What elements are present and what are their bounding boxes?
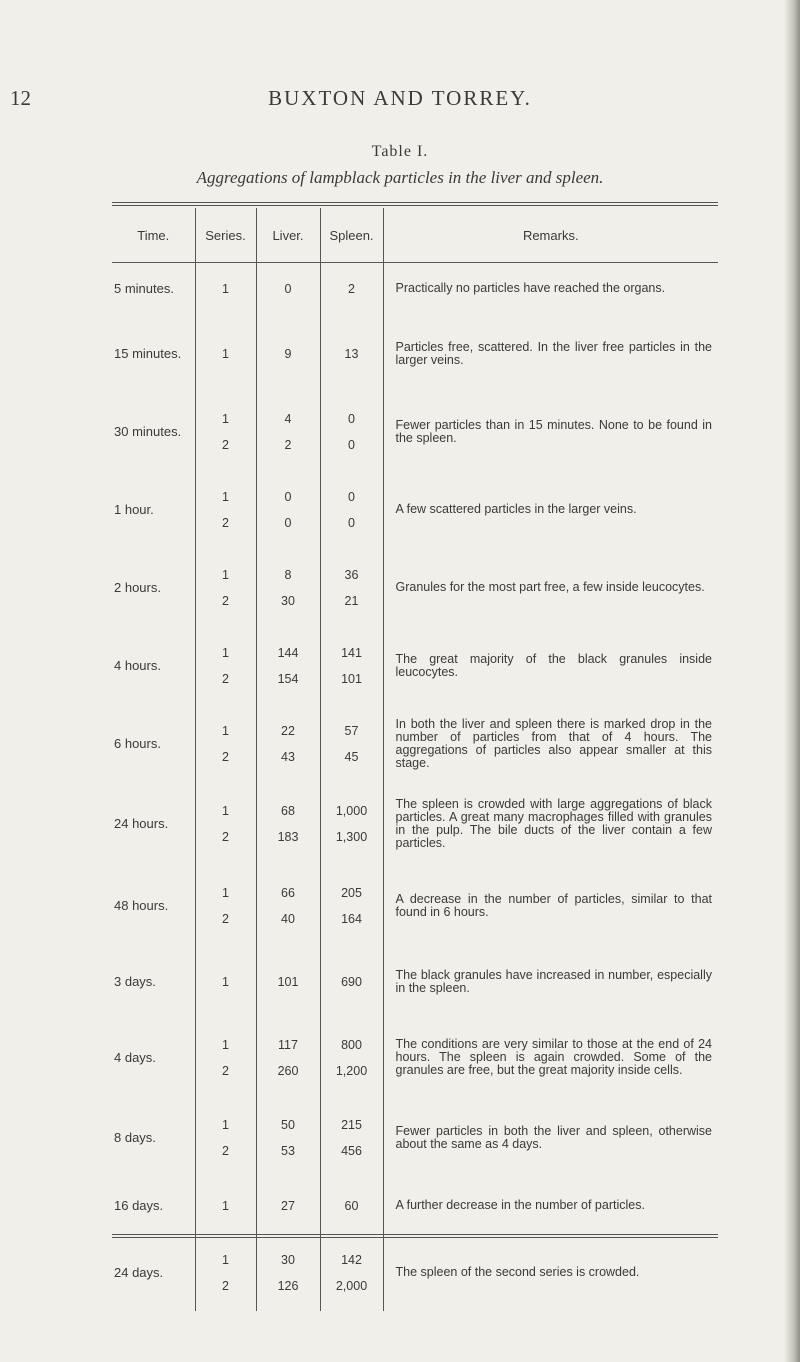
series-value: 1 bbox=[222, 281, 229, 296]
remarks-cell: The spleen is crowded with large aggregations of black particles. A great many macrophages filled with granules in the pulp. The bile ducts of the liver contain a few particles. bbox=[383, 783, 718, 865]
series-value: 2 bbox=[222, 749, 229, 764]
spleen-cell bbox=[320, 549, 383, 627]
liver-value: 68 bbox=[281, 803, 295, 818]
table-row bbox=[112, 315, 718, 393]
spleen-cell bbox=[320, 1017, 383, 1099]
series-value: 1 bbox=[222, 1037, 229, 1052]
liver-value: 0 bbox=[284, 515, 292, 530]
col-header-remarks: Remarks. bbox=[383, 208, 718, 263]
running-head: BUXTON AND TORREY. bbox=[268, 86, 532, 110]
spleen-value: 0 bbox=[348, 515, 355, 530]
spleen-value: 456 bbox=[341, 1143, 362, 1158]
liver-value: 260 bbox=[277, 1063, 299, 1078]
spleen-value: 0 bbox=[348, 489, 355, 504]
time-cell: 4 days. bbox=[114, 1050, 156, 1065]
spleen-cell bbox=[320, 315, 383, 393]
table-row bbox=[112, 1235, 718, 1311]
time-cell: 16 days. bbox=[114, 1198, 164, 1213]
liver-value: 8 bbox=[284, 567, 292, 582]
table-caption: Aggregations of lampblack particles in the liver and spleen. bbox=[196, 168, 604, 187]
liver-cell bbox=[256, 1177, 320, 1235]
liver-cell bbox=[256, 865, 320, 947]
table-row bbox=[112, 1017, 718, 1099]
spleen-value: 45 bbox=[344, 749, 359, 764]
series-value: 1 bbox=[222, 885, 229, 900]
liver-value: 9 bbox=[284, 346, 292, 361]
spleen-cell bbox=[320, 783, 383, 865]
liver-value: 27 bbox=[281, 1198, 295, 1213]
liver-value: 154 bbox=[277, 671, 299, 686]
spleen-cell bbox=[320, 471, 383, 549]
remarks-cell: The spleen of the second series is crowded. bbox=[383, 1235, 718, 1311]
top-rule-double bbox=[112, 205, 718, 206]
liver-value: 53 bbox=[281, 1143, 295, 1158]
header-row bbox=[112, 208, 718, 263]
spleen-value: 60 bbox=[344, 1198, 359, 1213]
col-header-liver: Liver. bbox=[256, 208, 320, 263]
time-cell: 6 hours. bbox=[114, 736, 161, 751]
spleen-cell bbox=[320, 627, 383, 705]
liver-cell bbox=[256, 393, 320, 471]
remarks-cell: The black granules have increased in number, especially in the spleen. bbox=[383, 947, 718, 1017]
spleen-cell bbox=[320, 393, 383, 471]
liver-value: 117 bbox=[278, 1037, 298, 1052]
time-cell: 8 days. bbox=[114, 1130, 156, 1145]
remarks-cell: The great majority of the black granules inside leucocytes. bbox=[383, 627, 718, 705]
spleen-value: 800 bbox=[341, 1037, 362, 1052]
remarks-cell: In both the liver and spleen there is marked drop in the number of particles from that of 4 hours. The aggregations of particles also appear smaller at this stage. bbox=[383, 705, 718, 783]
time-cell: 24 hours. bbox=[114, 816, 169, 831]
remarks-cell: A decrease in the number of particles, similar to that found in 6 hours. bbox=[383, 865, 718, 947]
series-value: 2 bbox=[222, 1143, 229, 1158]
spleen-value: 2 bbox=[348, 281, 355, 296]
col-header-series: Series. bbox=[195, 208, 256, 263]
series-value: 1 bbox=[222, 974, 229, 989]
table-row bbox=[112, 627, 718, 705]
series-value: 1 bbox=[222, 1117, 229, 1132]
spleen-value: 2,000 bbox=[335, 1278, 368, 1293]
table-row bbox=[112, 947, 718, 1017]
series-cell bbox=[195, 1099, 256, 1177]
liver-value: 0 bbox=[284, 281, 292, 296]
spleen-value: 141 bbox=[341, 645, 362, 660]
series-cell bbox=[195, 549, 256, 627]
remarks-cell: Granules for the most part free, a few inside leucocytes. bbox=[383, 549, 718, 627]
liver-value: 30 bbox=[281, 1252, 295, 1267]
remarks-cell: The conditions are very similar to those at the end of 24 hours. The spleen is again crowded. Some of the granules are free, but the great majority inside cells. bbox=[383, 1017, 718, 1099]
spleen-value: 142 bbox=[341, 1252, 362, 1267]
spleen-value: 0 bbox=[348, 437, 355, 452]
spleen-value: 164 bbox=[341, 911, 362, 926]
col-header-spleen: Spleen. bbox=[320, 208, 383, 263]
spleen-value: 57 bbox=[344, 723, 359, 738]
remarks-cell: Fewer particles than in 15 minutes. None to be found in the spleen. bbox=[383, 393, 718, 471]
liver-value: 0 bbox=[284, 489, 292, 504]
spleen-value: 1,300 bbox=[335, 829, 368, 844]
liver-value: 4 bbox=[284, 411, 292, 426]
series-cell bbox=[195, 315, 256, 393]
bottom-rule bbox=[112, 1234, 718, 1235]
liver-cell bbox=[256, 1099, 320, 1177]
series-value: 2 bbox=[222, 829, 229, 844]
table-row bbox=[112, 549, 718, 627]
series-value: 2 bbox=[222, 593, 229, 608]
series-value: 2 bbox=[222, 911, 229, 926]
spleen-value: 0 bbox=[348, 411, 355, 426]
page-edge-shadow bbox=[784, 0, 800, 1362]
series-cell bbox=[195, 865, 256, 947]
liver-value: 101 bbox=[277, 974, 299, 989]
series-cell bbox=[195, 947, 256, 1017]
liver-cell bbox=[256, 549, 320, 627]
time-cell: 4 hours. bbox=[114, 658, 161, 673]
spleen-value: 1,200 bbox=[335, 1063, 368, 1078]
spleen-value: 21 bbox=[344, 593, 359, 608]
liver-value: 144 bbox=[277, 645, 299, 660]
series-cell bbox=[195, 783, 256, 865]
series-cell bbox=[195, 1017, 256, 1099]
series-cell bbox=[195, 471, 256, 549]
spleen-value: 690 bbox=[341, 974, 362, 989]
liver-value: 40 bbox=[281, 911, 295, 926]
liver-cell bbox=[256, 1017, 320, 1099]
spleen-cell bbox=[320, 1235, 383, 1311]
table-row bbox=[112, 1099, 718, 1177]
series-value: 1 bbox=[222, 411, 229, 426]
series-cell bbox=[195, 627, 256, 705]
table-row bbox=[112, 471, 718, 549]
time-cell: 1 hour. bbox=[114, 502, 154, 517]
series-value: 2 bbox=[222, 437, 229, 452]
series-value: 1 bbox=[222, 489, 229, 504]
time-cell: 48 hours. bbox=[114, 898, 169, 913]
series-value: 2 bbox=[222, 671, 229, 686]
remarks-cell: Fewer particles in both the liver and spleen, otherwise about the same as 4 days. bbox=[383, 1099, 718, 1177]
liver-cell bbox=[256, 471, 320, 549]
liver-value: 43 bbox=[281, 749, 295, 764]
series-value: 1 bbox=[222, 723, 229, 738]
liver-value: 22 bbox=[281, 723, 295, 738]
series-cell bbox=[195, 1177, 256, 1235]
liver-cell bbox=[256, 1235, 320, 1311]
table-row bbox=[112, 705, 718, 783]
series-value: 1 bbox=[222, 1252, 229, 1267]
table-row bbox=[112, 263, 718, 315]
series-cell bbox=[195, 705, 256, 783]
liver-value: 126 bbox=[277, 1278, 299, 1293]
remarks-cell: A few scattered particles in the larger veins. bbox=[383, 471, 718, 549]
liver-value: 30 bbox=[281, 593, 295, 608]
liver-value: 183 bbox=[277, 829, 299, 844]
data-table bbox=[112, 208, 718, 1311]
table-row bbox=[112, 783, 718, 865]
spleen-value: 1,000 bbox=[335, 803, 368, 818]
top-rule bbox=[112, 202, 718, 203]
table-label: Table I. bbox=[371, 143, 429, 160]
series-value: 1 bbox=[222, 645, 229, 660]
col-header-time: Time. bbox=[112, 208, 195, 263]
time-cell: 2 hours. bbox=[114, 580, 161, 595]
time-cell: 24 days. bbox=[114, 1265, 164, 1280]
liver-cell bbox=[256, 263, 320, 315]
remarks-cell: Particles free, scattered. In the liver free particles in the larger veins. bbox=[383, 315, 718, 393]
page-number: 12 bbox=[10, 86, 31, 110]
spleen-cell bbox=[320, 865, 383, 947]
liver-value: 50 bbox=[281, 1117, 295, 1132]
spleen-cell bbox=[320, 263, 383, 315]
spleen-value: 215 bbox=[341, 1117, 362, 1132]
series-value: 1 bbox=[222, 567, 229, 582]
liver-cell bbox=[256, 705, 320, 783]
liver-value: 66 bbox=[281, 885, 295, 900]
spleen-value: 13 bbox=[344, 346, 359, 361]
spleen-cell bbox=[320, 705, 383, 783]
liver-cell bbox=[256, 315, 320, 393]
series-value: 1 bbox=[222, 1198, 229, 1213]
table-row bbox=[112, 1177, 718, 1235]
time-cell: 15 minutes. bbox=[114, 346, 182, 361]
series-value: 1 bbox=[222, 803, 229, 818]
liver-cell bbox=[256, 947, 320, 1017]
series-cell bbox=[195, 393, 256, 471]
spleen-value: 36 bbox=[344, 567, 359, 582]
time-cell: 30 minutes. bbox=[114, 424, 182, 439]
bottom-rule-double bbox=[112, 1237, 718, 1238]
spleen-cell bbox=[320, 1177, 383, 1235]
liver-cell bbox=[256, 627, 320, 705]
time-cell: 5 minutes. bbox=[114, 281, 174, 297]
series-value: 2 bbox=[222, 515, 229, 530]
table-row bbox=[112, 865, 718, 947]
table-row bbox=[112, 393, 718, 471]
spleen-cell bbox=[320, 947, 383, 1017]
series-value: 2 bbox=[222, 1278, 229, 1293]
series-value: 2 bbox=[222, 1063, 229, 1078]
spleen-cell bbox=[320, 1099, 383, 1177]
series-value: 1 bbox=[222, 346, 229, 361]
liver-cell bbox=[256, 783, 320, 865]
liver-value: 2 bbox=[284, 437, 292, 452]
remarks-cell: A further decrease in the number of particles. bbox=[383, 1177, 718, 1235]
time-cell: 3 days. bbox=[114, 974, 156, 989]
series-cell bbox=[195, 1235, 256, 1311]
series-cell bbox=[195, 263, 256, 315]
spleen-value: 101 bbox=[341, 671, 362, 686]
remarks-cell: Practically no particles have reached the organs. bbox=[383, 263, 718, 315]
spleen-value: 205 bbox=[341, 885, 362, 900]
